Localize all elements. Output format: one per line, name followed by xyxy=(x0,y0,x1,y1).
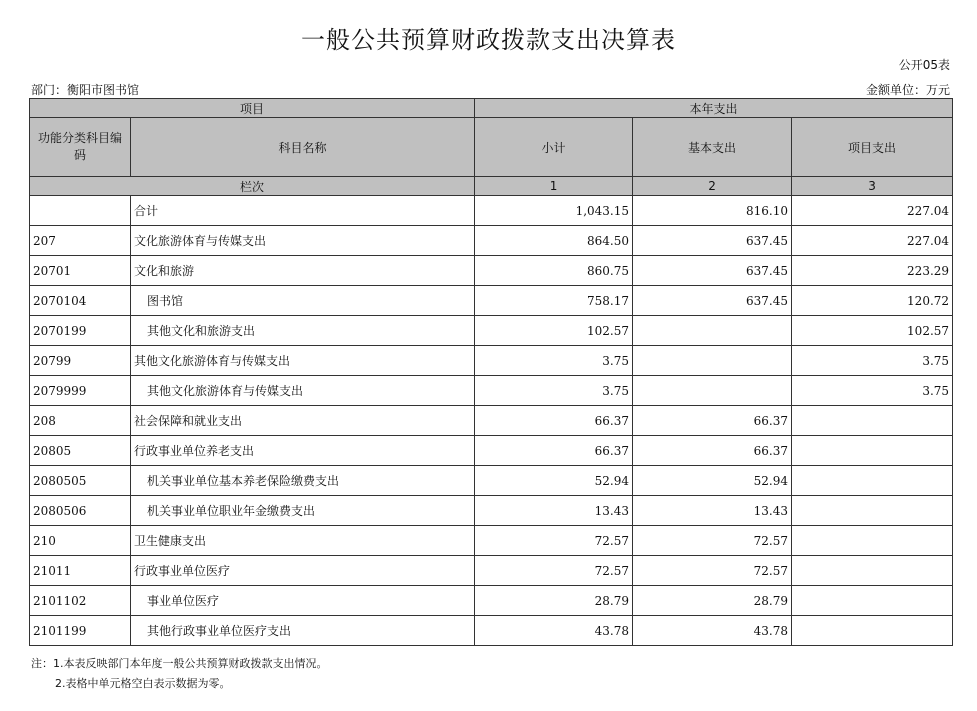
row-code: 2101102 xyxy=(30,586,131,616)
row-code: 21011 xyxy=(30,556,131,586)
footnote-1: 注：1.本表反映部门本年度一般公共预算财政拨款支出情况。 xyxy=(31,657,328,670)
row-name: 机关事业单位基本养老保险缴费支出 xyxy=(131,466,475,496)
row-name: 合计 xyxy=(131,196,475,226)
row-project xyxy=(792,616,953,646)
row-basic: 72.57 xyxy=(633,526,792,556)
table-row xyxy=(30,496,953,526)
table-row xyxy=(30,586,953,616)
table-row xyxy=(30,466,953,496)
row-basic: 637.45 xyxy=(633,256,792,286)
row-project: 227.04 xyxy=(792,226,953,256)
row-name: 文化和旅游 xyxy=(131,256,475,286)
row-name: 卫生健康支出 xyxy=(131,526,475,556)
row-project: 120.72 xyxy=(792,286,953,316)
row-basic xyxy=(633,376,792,406)
row-code: 2101199 xyxy=(30,616,131,646)
table-row xyxy=(30,406,953,436)
row-code: 2080506 xyxy=(30,496,131,526)
table-row xyxy=(30,316,953,346)
header-name: 科目名称 xyxy=(131,118,475,177)
table-row xyxy=(30,616,953,646)
row-name: 其他文化旅游体育与传媒支出 xyxy=(131,346,475,376)
header-item: 项目 xyxy=(30,99,475,118)
header-subtotal: 小计 xyxy=(475,118,633,177)
row-name: 事业单位医疗 xyxy=(131,586,475,616)
row-code: 20799 xyxy=(30,346,131,376)
row-subtotal: 72.57 xyxy=(475,526,633,556)
header-col-1: 1 xyxy=(475,177,633,196)
row-basic xyxy=(633,346,792,376)
row-project: 102.57 xyxy=(792,316,953,346)
row-subtotal: 13.43 xyxy=(475,496,633,526)
row-name: 机关事业单位职业年金缴费支出 xyxy=(131,496,475,526)
row-basic: 637.45 xyxy=(633,286,792,316)
row-name: 行政事业单位养老支出 xyxy=(131,436,475,466)
row-project xyxy=(792,556,953,586)
row-project xyxy=(792,406,953,436)
row-basic: 816.10 xyxy=(633,196,792,226)
row-name: 其他文化和旅游支出 xyxy=(131,316,475,346)
row-project: 223.29 xyxy=(792,256,953,286)
row-project: 3.75 xyxy=(792,346,953,376)
table-row xyxy=(30,196,953,226)
row-code: 210 xyxy=(30,526,131,556)
row-subtotal: 860.75 xyxy=(475,256,633,286)
row-basic: 43.78 xyxy=(633,616,792,646)
footnotes xyxy=(31,654,328,694)
form-number: 公开05表 xyxy=(898,58,950,72)
row-name: 社会保障和就业支出 xyxy=(131,406,475,436)
table-row xyxy=(30,436,953,466)
row-basic: 72.57 xyxy=(633,556,792,586)
header-current-year: 本年支出 xyxy=(475,99,953,118)
row-basic: 66.37 xyxy=(633,436,792,466)
header-col-2: 2 xyxy=(633,177,792,196)
header-row-2 xyxy=(30,118,953,177)
footnote-2: 2.表格中单元格空白表示数据为零。 xyxy=(55,677,231,690)
row-project: 3.75 xyxy=(792,376,953,406)
row-subtotal: 102.57 xyxy=(475,316,633,346)
row-basic xyxy=(633,316,792,346)
table-row xyxy=(30,376,953,406)
header-row-3 xyxy=(30,177,953,196)
row-project xyxy=(792,496,953,526)
row-code xyxy=(30,196,131,226)
row-project: 227.04 xyxy=(792,196,953,226)
row-code: 2079999 xyxy=(30,376,131,406)
row-code: 2070104 xyxy=(30,286,131,316)
row-basic: 637.45 xyxy=(633,226,792,256)
row-subtotal: 52.94 xyxy=(475,466,633,496)
row-basic: 66.37 xyxy=(633,406,792,436)
row-subtotal: 66.37 xyxy=(475,406,633,436)
table-row xyxy=(30,256,953,286)
header-code: 功能分类科目编码 xyxy=(30,118,131,177)
header-project: 项目支出 xyxy=(792,118,953,177)
row-project xyxy=(792,586,953,616)
row-subtotal: 66.37 xyxy=(475,436,633,466)
table-row xyxy=(30,556,953,586)
row-subtotal: 3.75 xyxy=(475,346,633,376)
row-code: 208 xyxy=(30,406,131,436)
row-code: 207 xyxy=(30,226,131,256)
row-name: 图书馆 xyxy=(131,286,475,316)
row-code: 2070199 xyxy=(30,316,131,346)
header-column-label: 栏次 xyxy=(30,177,475,196)
row-subtotal: 43.78 xyxy=(475,616,633,646)
amount-unit-label: 金额单位：万元 xyxy=(865,83,950,97)
row-subtotal: 3.75 xyxy=(475,376,633,406)
row-name: 其他文化旅游体育与传媒支出 xyxy=(131,376,475,406)
department-label: 部门：衡阳市图书馆 xyxy=(31,83,140,97)
table-row xyxy=(30,346,953,376)
row-code: 20805 xyxy=(30,436,131,466)
table-row xyxy=(30,526,953,556)
header-basic: 基本支出 xyxy=(633,118,792,177)
row-basic: 13.43 xyxy=(633,496,792,526)
page-title: 一般公共预算财政拨款支出决算表 xyxy=(301,26,676,54)
row-subtotal: 864.50 xyxy=(475,226,633,256)
row-subtotal: 1,043.15 xyxy=(475,196,633,226)
row-code: 20701 xyxy=(30,256,131,286)
row-project xyxy=(792,436,953,466)
row-project xyxy=(792,526,953,556)
row-subtotal: 72.57 xyxy=(475,556,633,586)
row-name: 其他行政事业单位医疗支出 xyxy=(131,616,475,646)
expenditure-table xyxy=(29,98,953,646)
row-basic: 28.79 xyxy=(633,586,792,616)
header-col-3: 3 xyxy=(792,177,953,196)
row-name: 行政事业单位医疗 xyxy=(131,556,475,586)
row-name: 文化旅游体育与传媒支出 xyxy=(131,226,475,256)
row-subtotal: 758.17 xyxy=(475,286,633,316)
row-subtotal: 28.79 xyxy=(475,586,633,616)
row-code: 2080505 xyxy=(30,466,131,496)
header-row-1 xyxy=(30,99,953,118)
row-basic: 52.94 xyxy=(633,466,792,496)
table-row xyxy=(30,226,953,256)
table-row xyxy=(30,286,953,316)
row-project xyxy=(792,466,953,496)
